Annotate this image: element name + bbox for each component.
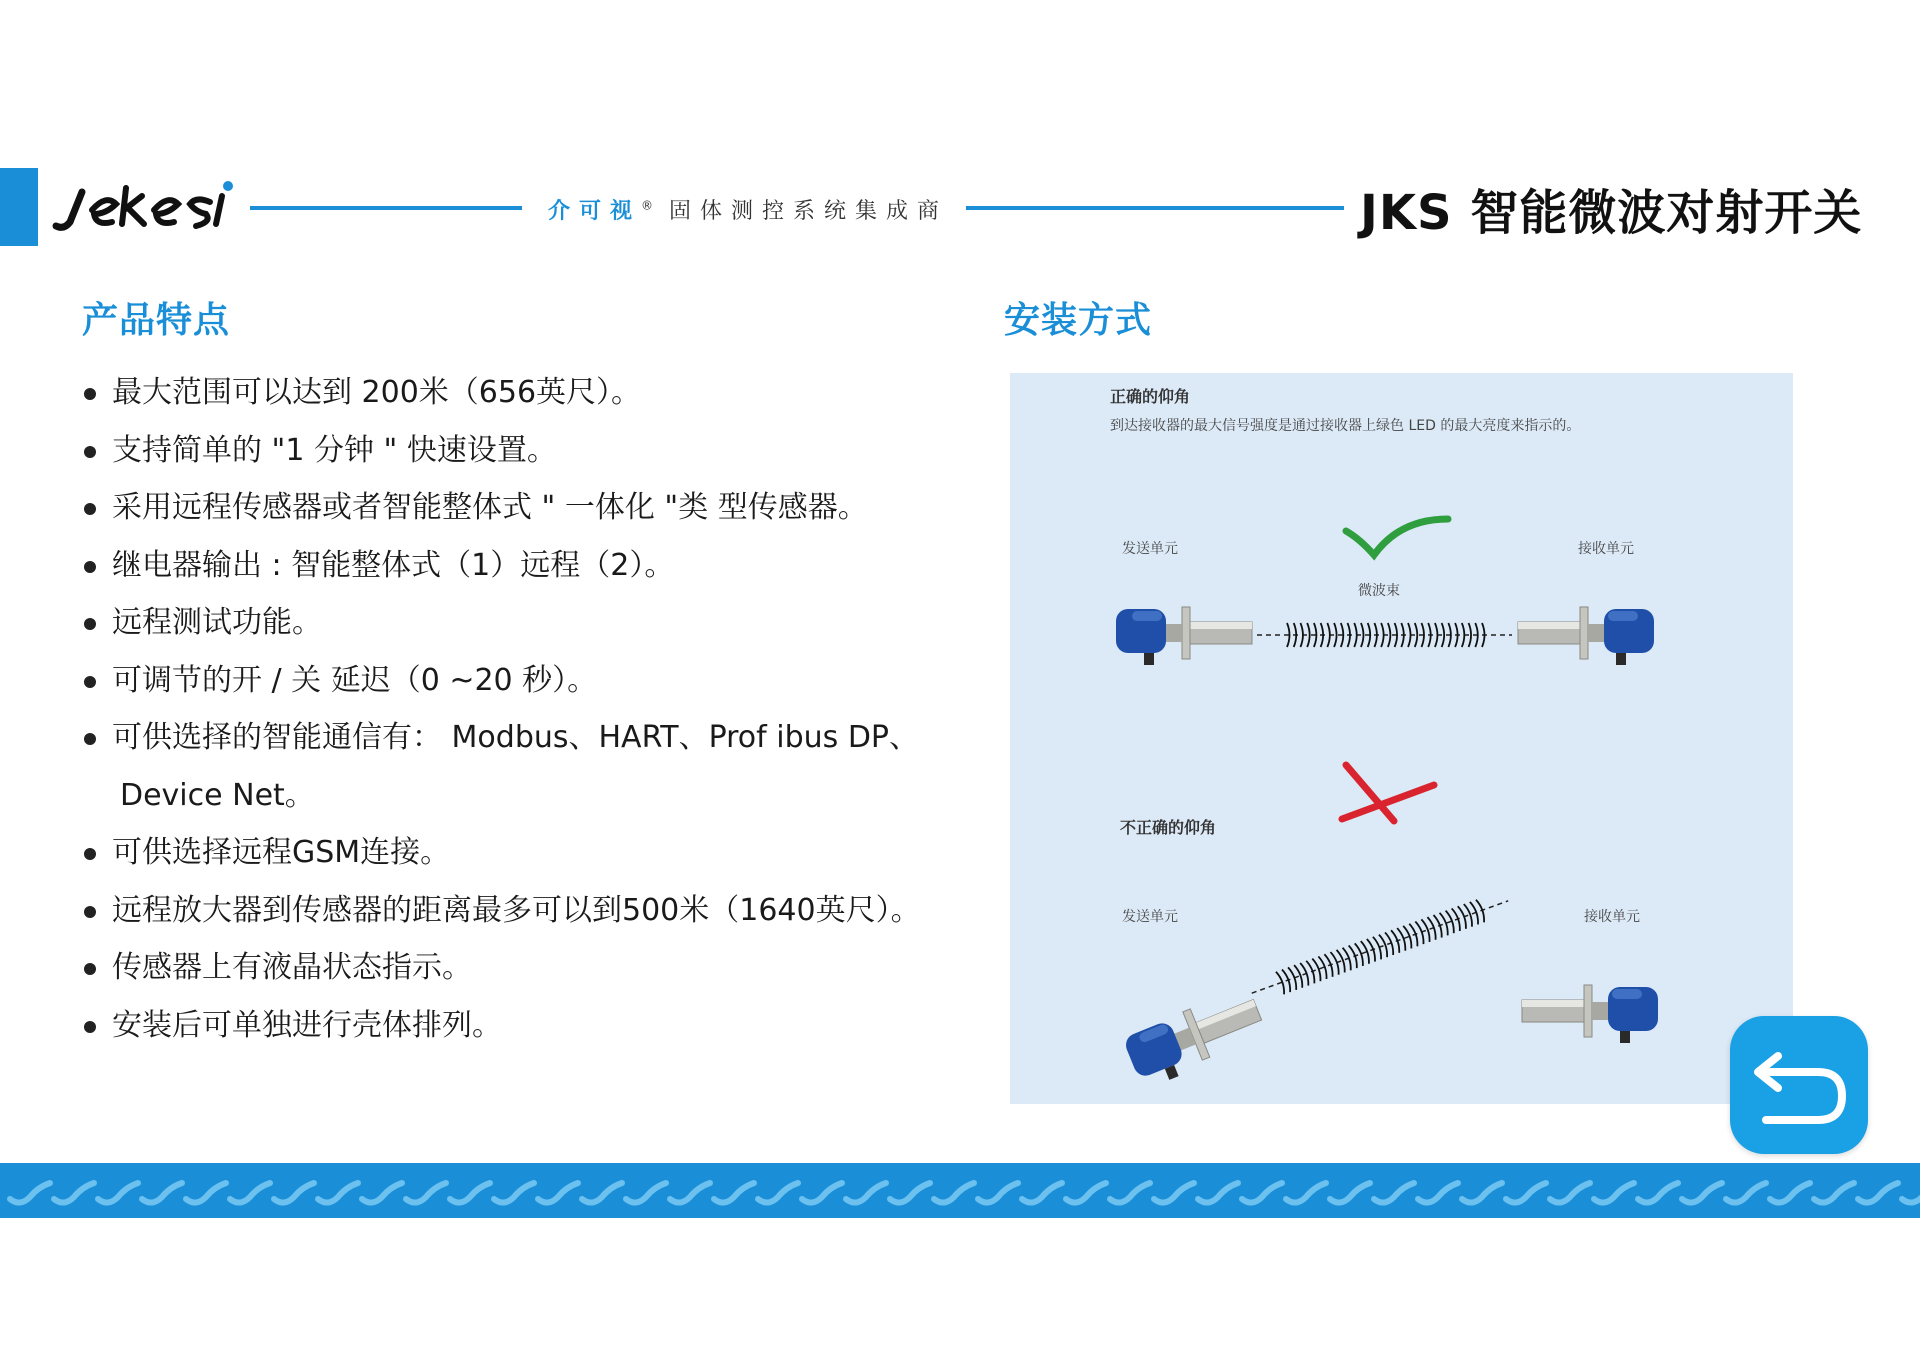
feature-item	[82, 652, 982, 710]
wave-stroke	[362, 1183, 402, 1203]
registered-mark: ®	[641, 198, 654, 213]
wave-stroke	[494, 1183, 534, 1203]
cross-icon	[1342, 765, 1434, 821]
beam-wave	[1462, 623, 1465, 647]
header-rule-right	[966, 206, 1344, 210]
wave-stroke	[274, 1183, 314, 1203]
wave-stroke	[802, 1183, 842, 1203]
wave-stroke	[1814, 1183, 1854, 1203]
feature-item	[82, 709, 982, 767]
feature-text: 远程测试功能。	[112, 605, 322, 640]
bullet-icon	[84, 1021, 96, 1033]
receiver-unit-correct	[1518, 607, 1654, 665]
installation-diagram	[1010, 373, 1793, 1104]
footer-band	[0, 1163, 1920, 1218]
wave-stroke	[186, 1183, 226, 1203]
wave-stroke	[714, 1183, 754, 1203]
header-rule-left	[250, 206, 522, 210]
feature-text: 继电器输出 : 智能整体式（1）远程（2）。	[112, 547, 675, 583]
installation-heading: 安装方式	[1004, 300, 1153, 341]
feature-text: 安装后可单独进行壳体排列。	[112, 1007, 502, 1043]
check-icon	[1346, 519, 1448, 555]
bullet-icon	[84, 503, 96, 515]
feature-text: 最大范围可以达到 200米（656英尺）。	[112, 375, 642, 410]
wave-stroke	[1242, 1183, 1282, 1203]
wave-stroke	[142, 1183, 182, 1203]
beam-wave	[1354, 623, 1357, 647]
wave-stroke	[1682, 1183, 1722, 1203]
wave-stroke	[1110, 1183, 1150, 1203]
feature-item	[82, 594, 982, 652]
wave-stroke	[1418, 1183, 1458, 1203]
feature-text: 可调节的开 / 关 延迟（0 ~20 秒）。	[112, 662, 598, 698]
microwave-beam-correct	[1257, 623, 1512, 647]
diagram-art	[1010, 373, 1793, 1104]
wave-stroke	[626, 1183, 666, 1203]
beam-label: 微波束	[1358, 583, 1400, 599]
beam-wave	[1381, 623, 1384, 647]
feature-item	[82, 479, 982, 537]
beam-wave	[1442, 623, 1445, 647]
beam-wave	[1300, 623, 1303, 647]
wave-stroke	[54, 1183, 94, 1203]
wave-stroke	[1286, 1183, 1326, 1203]
wave-stroke	[1638, 1183, 1678, 1203]
feature-item	[82, 882, 982, 940]
features-heading: 产品特点	[82, 300, 231, 341]
wave-stroke	[1770, 1183, 1810, 1203]
wave-stroke	[582, 1183, 622, 1203]
feature-text: 可供选择的智能通信有： Modbus、HART、Prof ibus DP、	[112, 720, 920, 755]
feature-item	[82, 422, 982, 480]
bullet-icon	[84, 963, 96, 975]
bullet-icon	[84, 848, 96, 860]
bullet-icon	[84, 733, 96, 745]
wave-stroke	[450, 1183, 490, 1203]
beam-wave	[1388, 623, 1391, 647]
feature-text: 可供选择远程GSM连接。	[112, 835, 451, 870]
wave-stroke	[846, 1183, 886, 1203]
wave-stroke	[318, 1183, 358, 1203]
beam-wave	[1408, 623, 1411, 647]
wave-stroke	[406, 1183, 446, 1203]
receiver-unit-incorrect	[1522, 985, 1658, 1043]
footer-wave-pattern	[0, 1163, 1920, 1218]
bullet-icon	[84, 561, 96, 573]
tagline-brand: 介可视	[548, 199, 642, 224]
back-button[interactable]	[1730, 1016, 1868, 1154]
feature-text: Device Net。	[120, 777, 315, 813]
feature-item	[82, 824, 982, 882]
wave-stroke	[1550, 1183, 1590, 1203]
bullet-icon	[84, 676, 96, 688]
bullet-icon	[84, 618, 96, 630]
beam-wave	[1415, 623, 1418, 647]
wave-stroke	[1858, 1183, 1898, 1203]
sender-unit-incorrect	[1122, 986, 1270, 1091]
beam-wave	[1361, 623, 1364, 647]
receiver-label: 接收单元	[1584, 909, 1640, 925]
feature-item	[82, 537, 982, 595]
wave-stroke	[98, 1183, 138, 1203]
sender-label: 发送单元	[1122, 541, 1178, 557]
wave-stroke	[1154, 1183, 1194, 1203]
wave-stroke	[978, 1183, 1018, 1203]
receiver-label: 接收单元	[1578, 541, 1634, 557]
beam-wave	[1435, 623, 1438, 647]
beam-wave	[1334, 623, 1337, 647]
wave-stroke	[1374, 1183, 1414, 1203]
tagline	[548, 194, 948, 225]
feature-list	[82, 364, 982, 1054]
correct-angle-desc: 到达接收器的最大信号强度是通过接收器上绿色 LED 的最大亮度来指示的。	[1110, 418, 1581, 434]
beam-wave	[1327, 623, 1330, 647]
microwave-beam-incorrect	[1252, 900, 1508, 995]
wave-stroke	[670, 1183, 710, 1203]
feature-text: 采用远程传感器或者智能整体式 " 一体化 "类 型传感器。	[112, 490, 868, 525]
feature-item	[82, 997, 982, 1055]
feature-item	[82, 364, 982, 422]
feature-text: 支持简单的 "1 分钟 " 快速设置。	[112, 432, 557, 468]
feature-item	[82, 939, 982, 997]
wave-stroke	[1594, 1183, 1634, 1203]
wave-stroke	[890, 1183, 930, 1203]
wave-stroke	[1506, 1183, 1546, 1203]
wave-stroke	[538, 1183, 578, 1203]
beam-wave	[1307, 623, 1310, 647]
sender-label: 发送单元	[1122, 909, 1178, 925]
wave-stroke	[230, 1183, 270, 1203]
wave-stroke	[758, 1183, 798, 1203]
bullet-icon	[84, 388, 96, 400]
wave-stroke	[1330, 1183, 1370, 1203]
wave-stroke	[1462, 1183, 1502, 1203]
feature-text: 传感器上有液晶状态指示。	[112, 950, 472, 985]
sender-unit-correct	[1116, 607, 1252, 665]
feature-text: 远程放大器到传感器的距离最多可以到500米（1640英尺）。	[112, 892, 921, 928]
wave-stroke	[1902, 1183, 1920, 1203]
logo-mark	[50, 174, 240, 238]
wave-stroke	[1198, 1183, 1238, 1203]
tagline-text: 固体测控系统集成商	[669, 199, 949, 224]
return-arrow-icon	[1730, 1016, 1868, 1154]
wave-stroke	[1022, 1183, 1062, 1203]
wave-stroke	[934, 1183, 974, 1203]
bullet-icon	[84, 446, 96, 458]
incorrect-angle-title: 不正确的仰角	[1120, 818, 1217, 837]
bullet-icon	[84, 906, 96, 918]
feature-item-continuation	[82, 767, 982, 825]
page-title: JKS 智能微波对射开关	[1360, 185, 1863, 241]
jekes-logo	[50, 174, 240, 238]
wave-stroke	[10, 1183, 50, 1203]
correct-angle-title: 正确的仰角	[1110, 387, 1191, 406]
left-accent-bar	[0, 168, 38, 246]
wave-stroke	[1726, 1183, 1766, 1203]
wave-stroke	[1066, 1183, 1106, 1203]
